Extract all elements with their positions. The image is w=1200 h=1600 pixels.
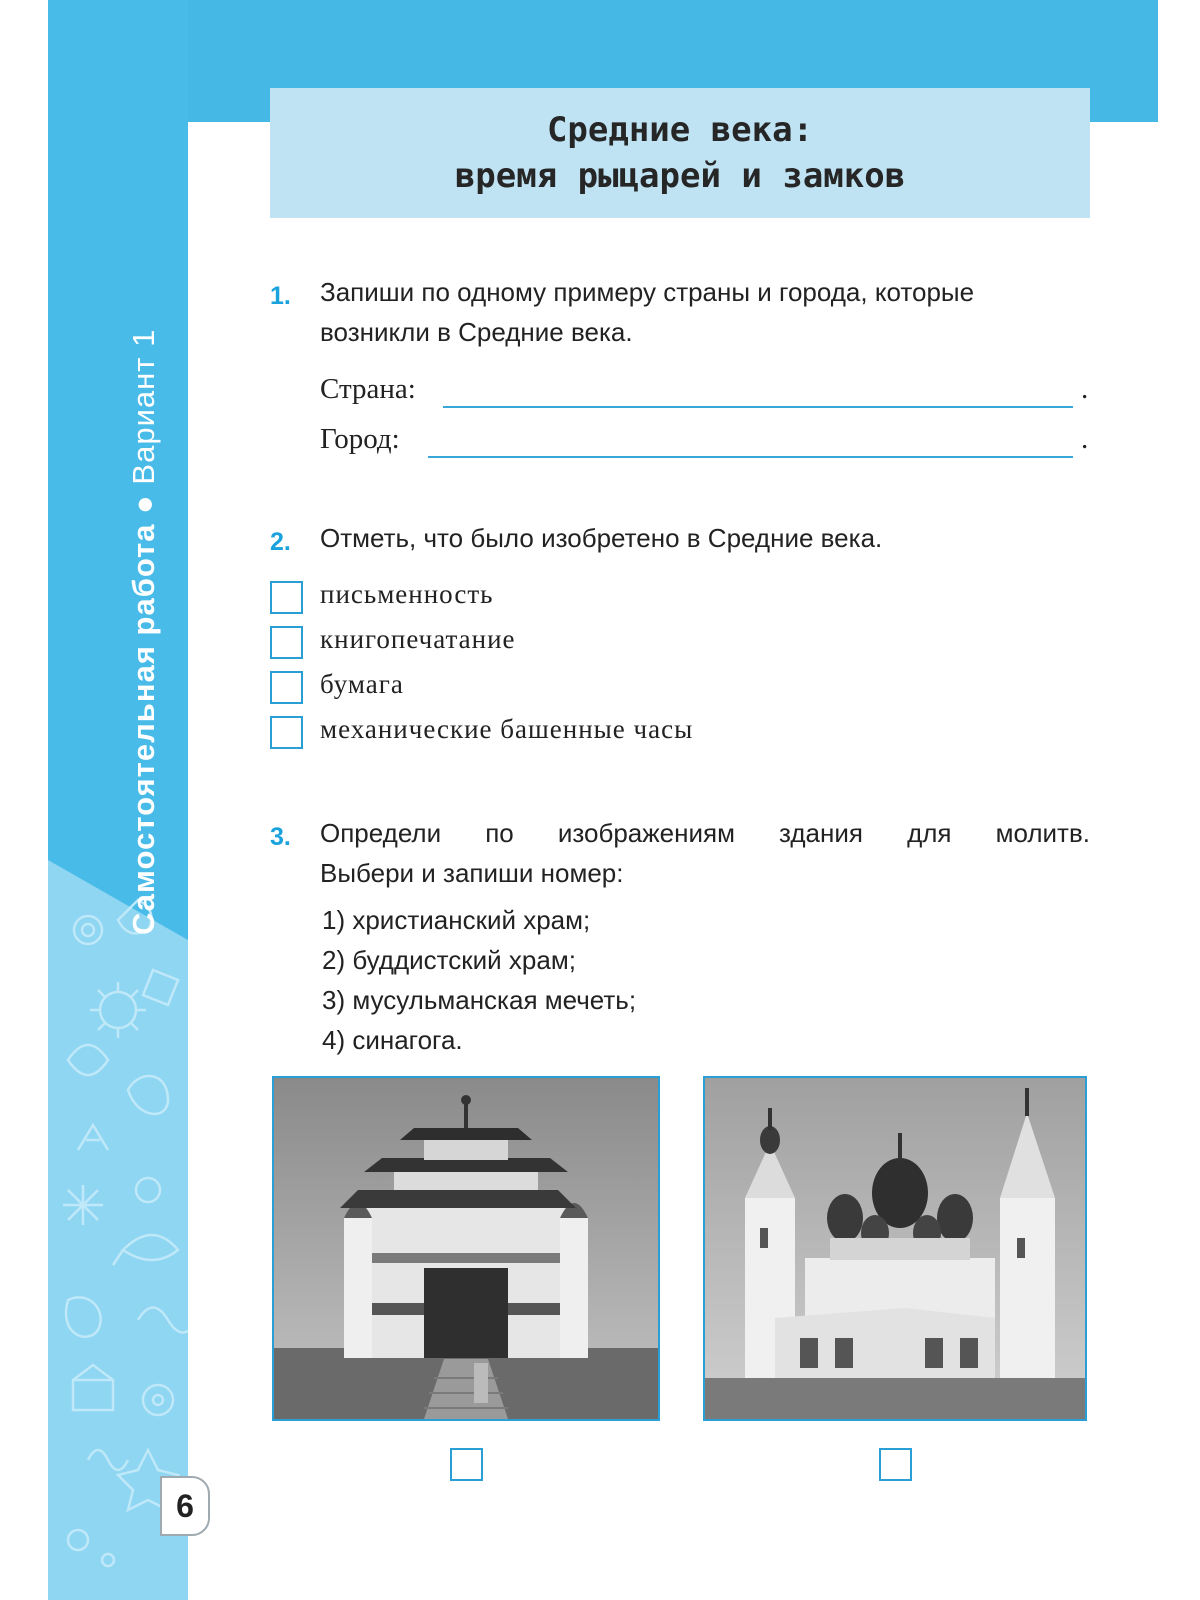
list-item-4: 4) синагога.	[322, 1025, 463, 1055]
page-number: 6	[160, 1476, 210, 1536]
bullet-icon: ●	[126, 494, 161, 514]
city-period: .	[1081, 423, 1089, 455]
checkbox-option-1[interactable]	[270, 581, 303, 614]
city-input-line[interactable]	[428, 456, 1073, 458]
checkbox-option-3[interactable]	[270, 671, 303, 704]
answer-box-photo-1[interactable]	[450, 1448, 483, 1481]
task-3-text-line-2: Выбери и запиши номер:	[320, 858, 624, 888]
list-item-2: 2) буддистский храм;	[322, 945, 576, 975]
city-label: Город:	[320, 423, 400, 455]
side-section-label	[126, 329, 162, 935]
orthodox-church-photo	[703, 1076, 1087, 1421]
list-item-1: 1) христианский храм;	[322, 905, 591, 935]
option-4-label: механические башенные часы	[320, 714, 694, 744]
task-1-number: 1.	[270, 282, 291, 310]
task-3-text-line-1: Определи по изображениям здания для молитв.	[320, 818, 1090, 848]
buddhist-temple-photo	[272, 1076, 660, 1421]
country-input-line[interactable]	[443, 406, 1073, 408]
task-2-number: 2.	[270, 528, 291, 556]
country-label: Страна:	[320, 373, 416, 405]
option-1-label: письменность	[320, 579, 494, 609]
side-color-band	[48, 0, 188, 1600]
country-period: .	[1081, 373, 1089, 405]
page-title	[270, 88, 1090, 218]
answer-box-photo-2[interactable]	[879, 1448, 912, 1481]
task-1-text-line-1: Запиши по одному примеру страны и города, которые	[320, 277, 975, 307]
checkbox-option-2[interactable]	[270, 626, 303, 659]
side-label-variant: Вариант 1	[126, 328, 161, 485]
task-1-text-line-2: возникли в Средние века.	[320, 317, 633, 347]
title-line-1: Средние века:	[546, 110, 814, 150]
list-item-3: 3) мусульманская мечеть;	[322, 985, 637, 1015]
church-domes-icon	[705, 1078, 1085, 1419]
task-3-number: 3.	[270, 823, 291, 851]
option-2-label: книгопечатание	[320, 624, 516, 654]
title-line-2: время рыцарей и замков	[454, 156, 906, 196]
pagoda-icon	[274, 1078, 658, 1419]
option-3-label: бумага	[320, 669, 404, 699]
side-label-main: Самостоятельная работа	[126, 523, 161, 935]
checkbox-option-4[interactable]	[270, 716, 303, 749]
task-2-text: Отметь, что было изобретено в Средние века.	[320, 523, 883, 553]
